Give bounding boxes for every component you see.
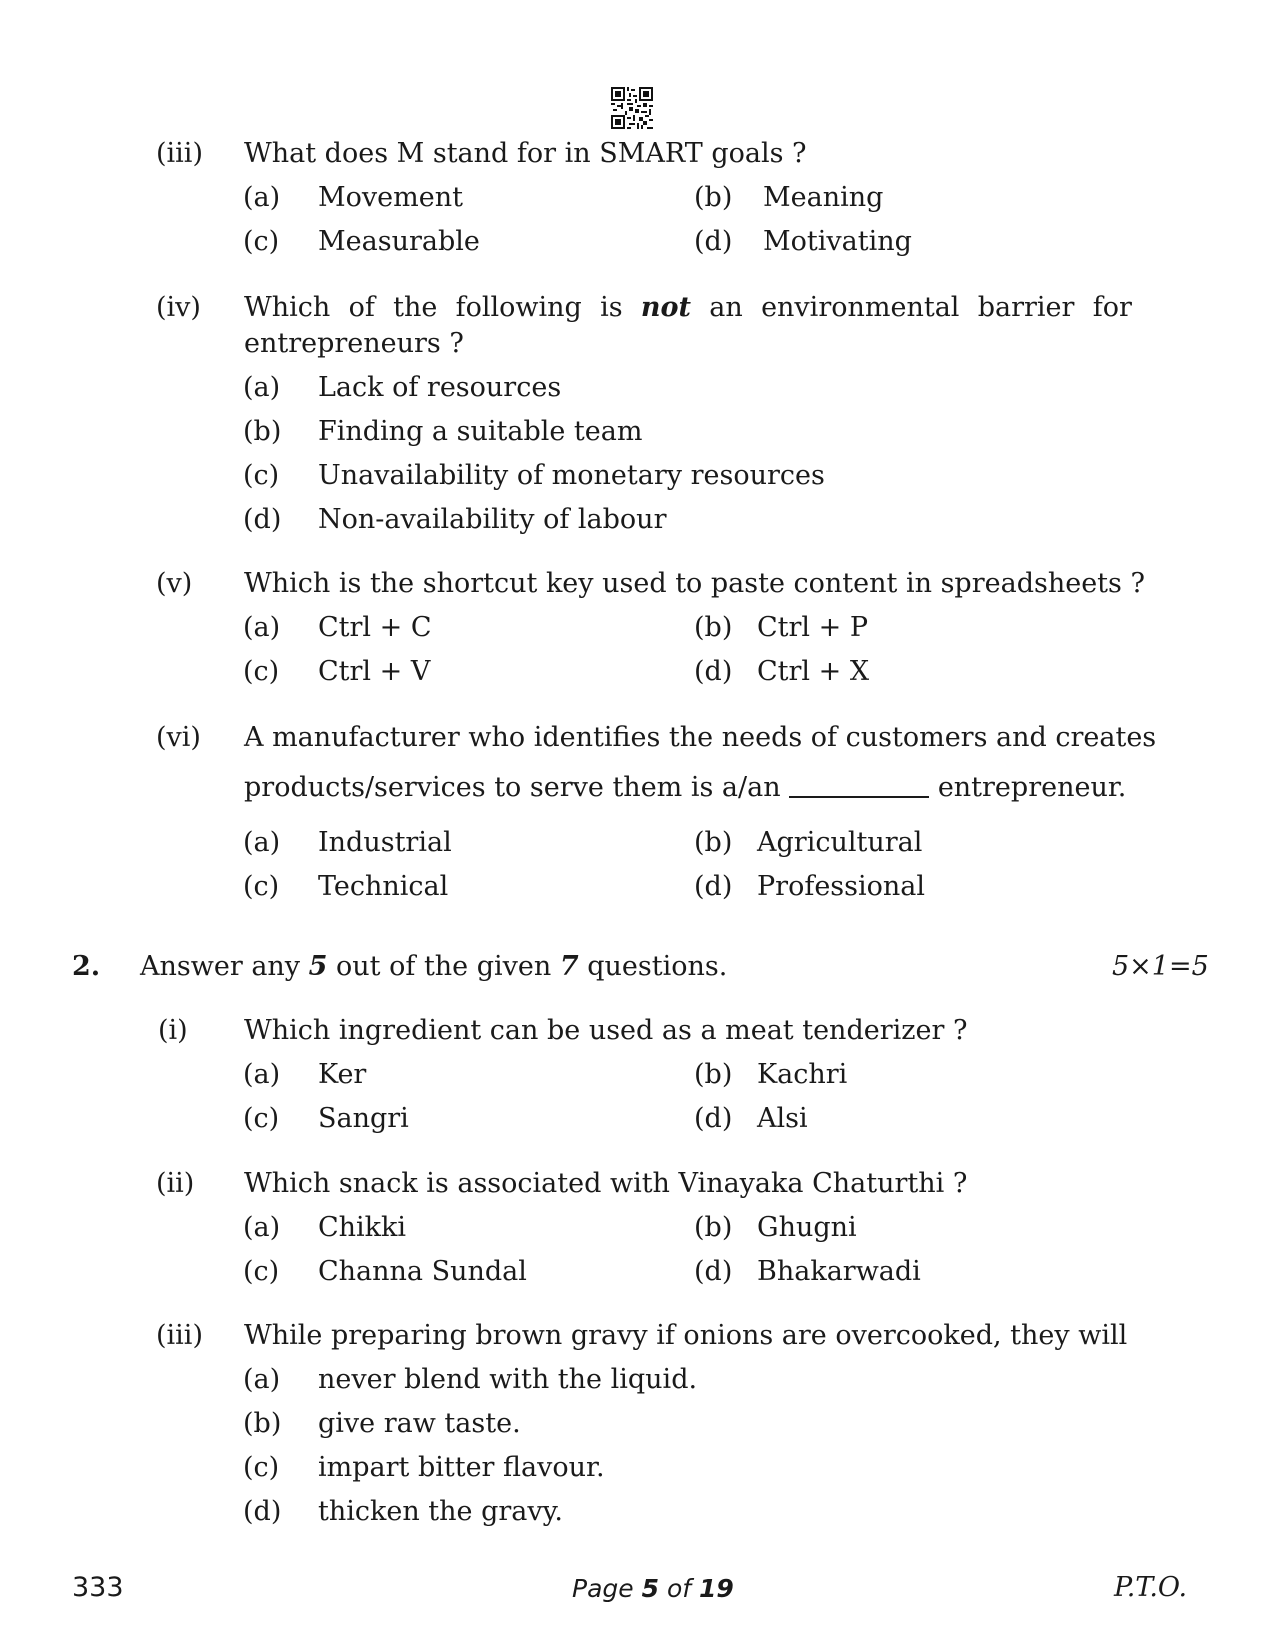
option-text: Meaning bbox=[763, 182, 884, 213]
option-label: (c) bbox=[243, 1256, 280, 1287]
option-label: (a) bbox=[243, 612, 281, 643]
pto-note: P.T.O. bbox=[1114, 1572, 1188, 1603]
option-label: (b) bbox=[694, 1059, 733, 1090]
option-label: (a) bbox=[243, 372, 281, 403]
question-text: Which of the following is not an environmental barrier for bbox=[244, 292, 1132, 323]
question-number: (ii) bbox=[156, 1168, 195, 1199]
question-number: (vi) bbox=[156, 722, 201, 753]
option-label: (d) bbox=[694, 656, 733, 687]
emphasis-not: not bbox=[640, 292, 691, 323]
option-label: (c) bbox=[243, 226, 280, 257]
question-text-continued: products/services to serve them is a/an entrepreneur. bbox=[244, 772, 1127, 803]
option-text: Chikki bbox=[318, 1212, 407, 1243]
option-label: (b) bbox=[243, 416, 282, 447]
paper-code: 333 bbox=[72, 1572, 124, 1603]
option-text: Agricultural bbox=[757, 827, 923, 858]
option-label: (a) bbox=[243, 1212, 281, 1243]
question-number: (i) bbox=[158, 1015, 188, 1046]
question-number: 2. bbox=[72, 951, 101, 982]
option-text: Movement bbox=[318, 182, 463, 213]
question-text: Which snack is associated with Vinayaka Chaturthi ? bbox=[244, 1168, 968, 1199]
option-text: Non-availability of labour bbox=[318, 504, 667, 535]
option-label: (d) bbox=[243, 1496, 282, 1527]
question-text: What does M stand for in SMART goals ? bbox=[244, 138, 807, 169]
option-label: (c) bbox=[243, 460, 280, 491]
option-label: (a) bbox=[243, 1059, 281, 1090]
option-text: Channa Sundal bbox=[318, 1256, 527, 1287]
question-text-continued: entrepreneurs ? bbox=[244, 328, 464, 359]
option-text: Ctrl + C bbox=[318, 612, 432, 643]
option-label: (c) bbox=[243, 1103, 280, 1134]
option-label: (a) bbox=[243, 182, 281, 213]
option-label: (c) bbox=[243, 1452, 280, 1483]
option-text: Industrial bbox=[318, 827, 452, 858]
option-text: Alsi bbox=[757, 1103, 808, 1134]
option-text: give raw taste. bbox=[318, 1408, 521, 1439]
page-number: Page 5 of 19 bbox=[572, 1574, 734, 1603]
option-label: (b) bbox=[694, 612, 733, 643]
option-text: Ctrl + V bbox=[318, 656, 431, 687]
option-text: Ctrl + X bbox=[757, 656, 870, 687]
option-text: never blend with the liquid. bbox=[318, 1364, 698, 1395]
qr-code bbox=[611, 87, 653, 129]
option-label: (a) bbox=[243, 827, 281, 858]
question-text: While preparing brown gravy if onions are overcooked, they will bbox=[244, 1320, 1128, 1351]
option-text: Technical bbox=[318, 871, 449, 902]
option-label: (d) bbox=[694, 871, 733, 902]
option-text: Bhakarwadi bbox=[757, 1256, 921, 1287]
option-label: (a) bbox=[243, 1364, 281, 1395]
option-label: (b) bbox=[694, 182, 733, 213]
option-text: Measurable bbox=[318, 226, 480, 257]
option-text: Sangri bbox=[318, 1103, 409, 1134]
question-number: (iii) bbox=[156, 1320, 203, 1351]
option-label: (c) bbox=[243, 871, 280, 902]
option-text: Finding a suitable team bbox=[318, 416, 643, 447]
question-number: (iv) bbox=[156, 292, 201, 323]
option-text: Lack of resources bbox=[318, 372, 562, 403]
question-text: Which is the shortcut key used to paste content in spreadsheets ? bbox=[244, 568, 1145, 599]
question-number: (v) bbox=[156, 568, 193, 599]
option-label: (b) bbox=[694, 827, 733, 858]
marks: 5×1=5 bbox=[1112, 951, 1209, 982]
option-label: (d) bbox=[243, 504, 282, 535]
option-label: (d) bbox=[694, 1256, 733, 1287]
option-text: Unavailability of monetary resources bbox=[318, 460, 825, 491]
option-label: (b) bbox=[243, 1408, 282, 1439]
option-text: thicken the gravy. bbox=[318, 1496, 563, 1527]
option-text: impart bitter flavour. bbox=[318, 1452, 605, 1483]
option-text: Ctrl + P bbox=[757, 612, 869, 643]
question-text: A manufacturer who identifies the needs of customers and creates bbox=[244, 722, 1157, 753]
question-number: (iii) bbox=[156, 138, 203, 169]
option-label: (d) bbox=[694, 1103, 733, 1134]
option-label: (c) bbox=[243, 656, 280, 687]
fill-in-blank bbox=[789, 796, 929, 798]
option-text: Ghugni bbox=[757, 1212, 857, 1243]
question-text: Which ingredient can be used as a meat tenderizer ? bbox=[244, 1015, 968, 1046]
option-text: Professional bbox=[757, 871, 926, 902]
option-text: Motivating bbox=[763, 226, 912, 257]
option-text: Ker bbox=[318, 1059, 367, 1090]
option-label: (d) bbox=[694, 226, 733, 257]
option-label: (b) bbox=[694, 1212, 733, 1243]
question-instruction: Answer any 5 out of the given 7 questions. bbox=[140, 951, 728, 982]
option-text: Kachri bbox=[757, 1059, 848, 1090]
